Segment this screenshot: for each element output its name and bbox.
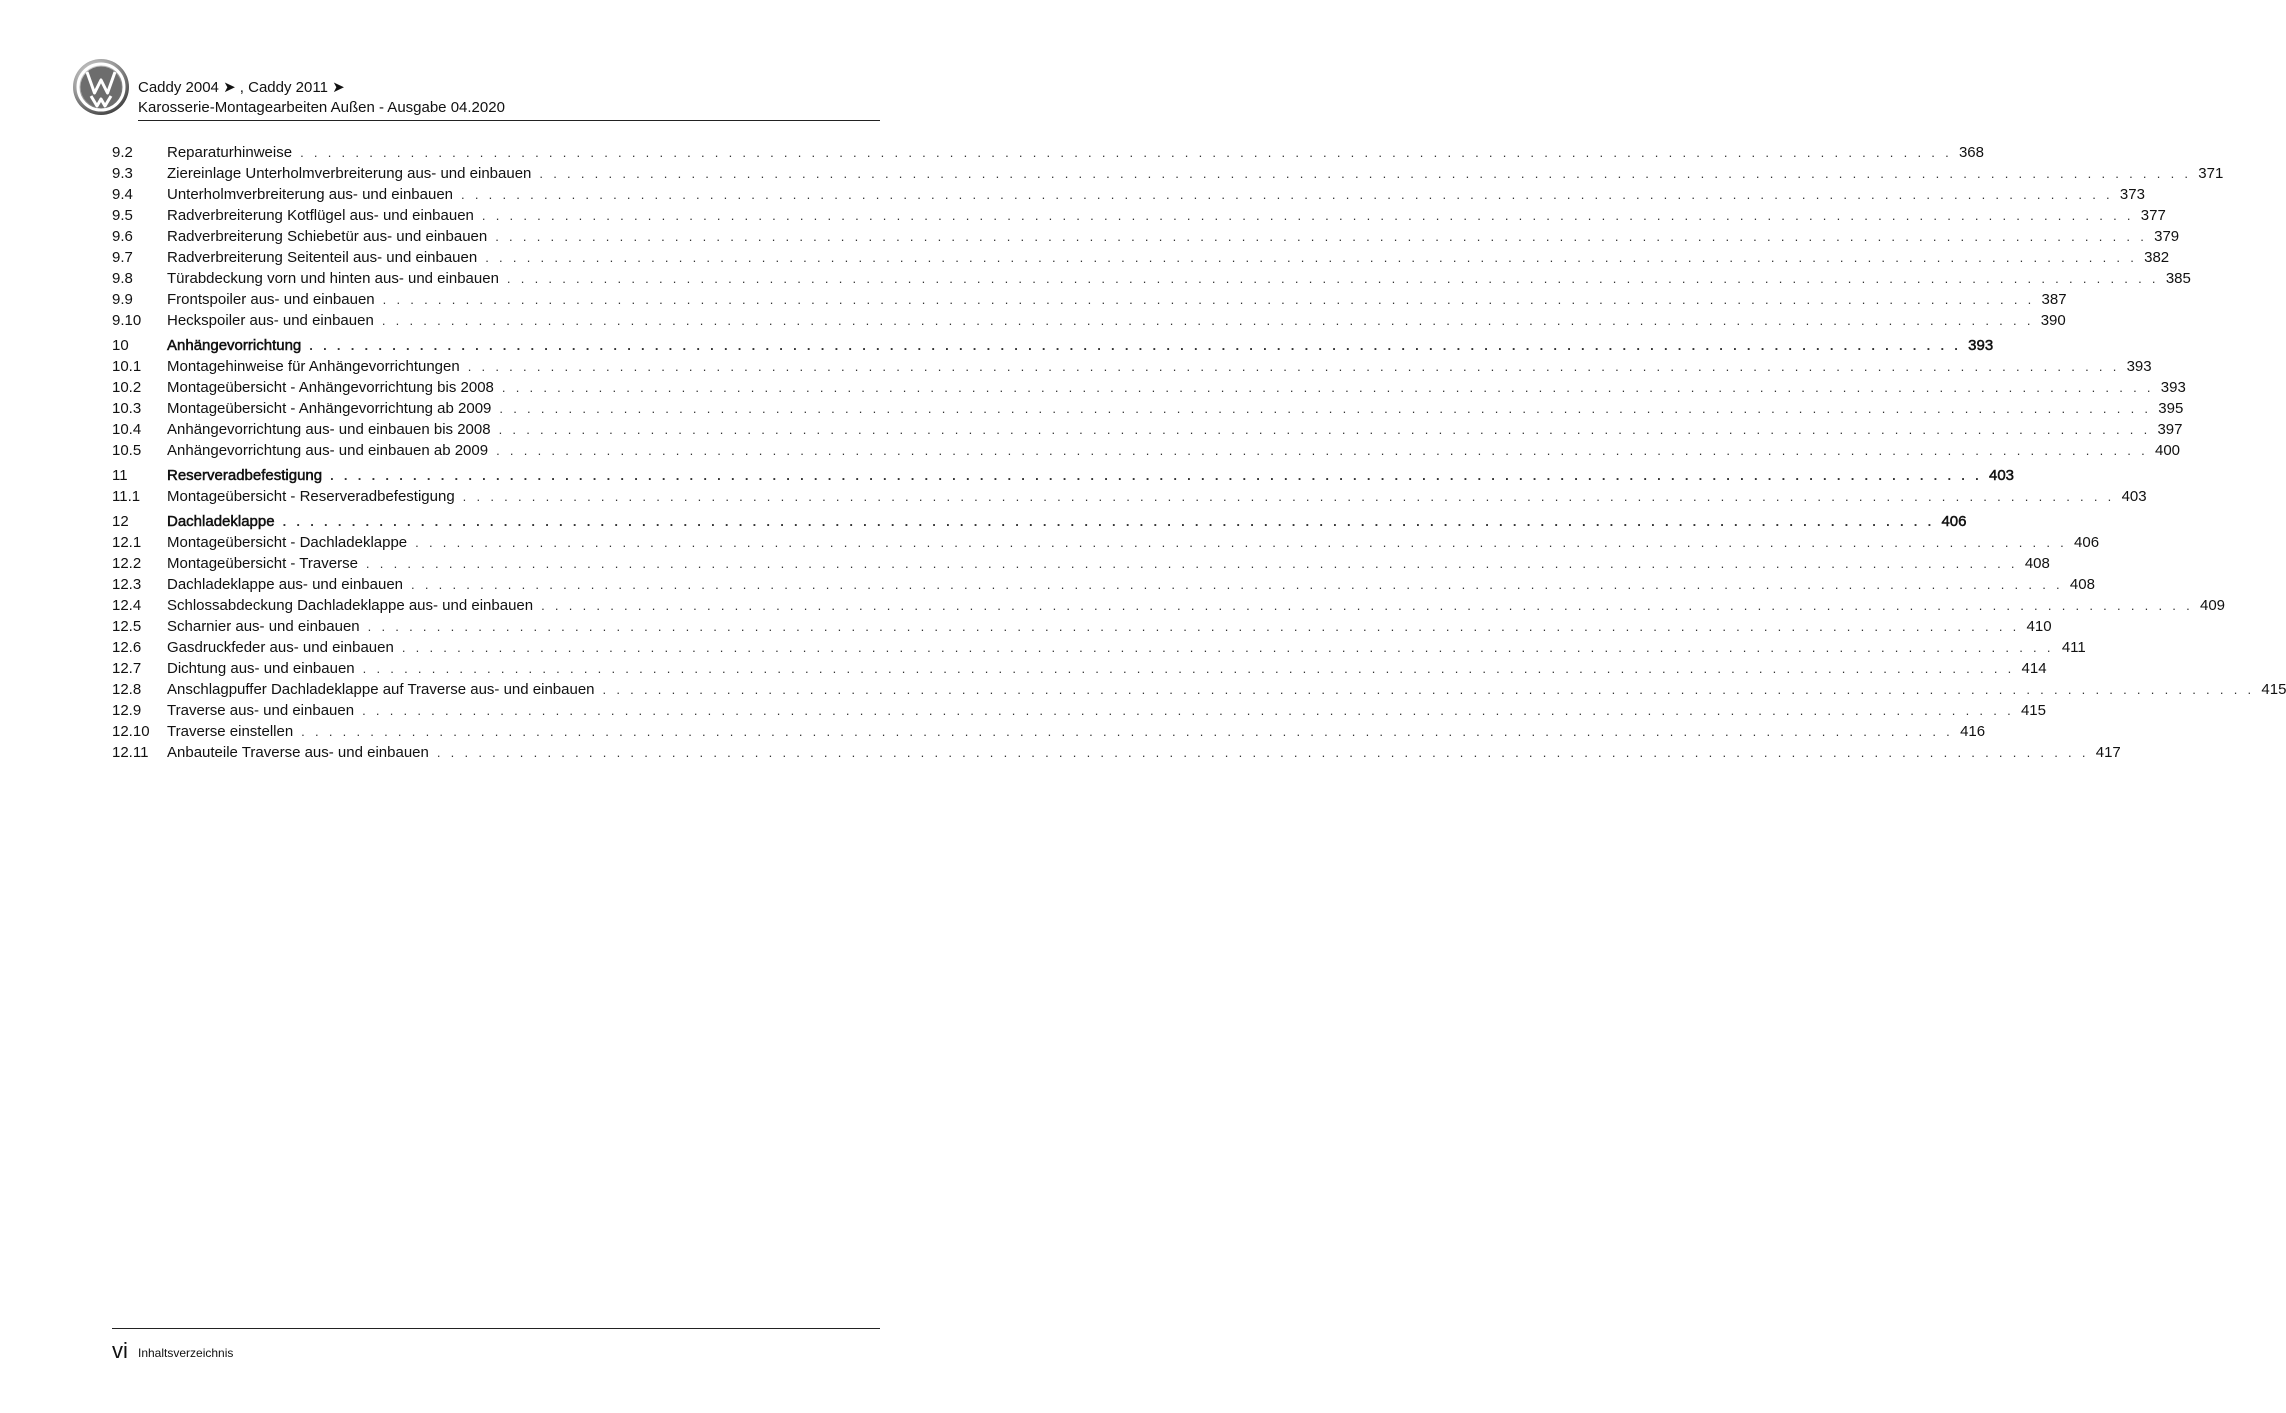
- toc-entry-title: Ziereinlage Unterholmverbreiterung aus- und einbauen: [167, 165, 532, 182]
- toc-dot-leader: . . . . . . . . . . . . . . . . . . . . . . . . . . . . . . . . . . . . . . . . . . . . . . . . . . . . . . . . . . . . . . . . . . . . . . . . . . . . . . . . . . . . . . . . . . . . . . . . . . . . . . . . . . . . . . . . . . . . . . . .: [602, 682, 2255, 697]
- toc-entry-page: 397: [2157, 421, 2183, 438]
- toc-entry-number: 9.9: [112, 291, 133, 308]
- toc-entry-number: 10: [112, 337, 129, 354]
- toc-entry-number: 12.10: [112, 723, 150, 740]
- toc-entry[interactable]: [112, 742, 2121, 763]
- toc-entry-title: Schlossabdeckung Dachladeklappe aus- und einbauen: [167, 597, 534, 614]
- toc-entry-page: 385: [2165, 270, 2191, 287]
- footer-divider: [112, 1328, 880, 1329]
- toc-entry[interactable]: [112, 398, 2184, 419]
- toc-entry-page: 371: [2198, 165, 2224, 182]
- toc-dot-leader: . . . . . . . . . . . . . . . . . . . . . . . . . . . . . . . . . . . . . . . . . . . . . . . . . . . . . . . . . . . . . . . . . . . . . . . . . . . . . . . . . . . . . . . . . . . . . . . . . . . . . . . . . . . . . . . . . . . . . . . .: [300, 145, 1952, 160]
- toc-dot-leader: . . . . . . . . . . . . . . . . . . . . . . . . . . . . . . . . . . . . . . . . . . . . . . . . . . . . . . . . . . . . . . . . . . . . . . . . . . . . . . . . . . . . . . . . . . . . . . . . . . . . . . . . . . . . . . . . . . . . . . . .: [496, 443, 2149, 458]
- toc-entry-title: Radverbreiterung Kotflügel aus- und einbauen: [167, 207, 474, 224]
- toc-entry-title: Traverse aus- und einbauen: [167, 702, 355, 719]
- table-of-contents: [112, 142, 2286, 763]
- toc-entry[interactable]: [112, 553, 2050, 574]
- toc-entry-number: 12.5: [112, 618, 142, 635]
- toc-entry[interactable]: [112, 247, 2170, 268]
- toc-entry-number: 10.4: [112, 421, 142, 438]
- toc-entry-title: Dachladeklappe aus- und einbauen: [167, 576, 404, 593]
- toc-entry-page: 368: [1958, 144, 1984, 161]
- toc-entry-page: 415: [2020, 702, 2046, 719]
- toc-entry-number: 10.2: [112, 379, 142, 396]
- toc-entry-number: 12: [112, 513, 129, 530]
- toc-entry-number: 9.3: [112, 165, 133, 182]
- toc-entry-page: 406: [2074, 534, 2100, 551]
- toc-dot-leader: . . . . . . . . . . . . . . . . . . . . . . . . . . . . . . . . . . . . . . . . . . . . . . . . . . . . . . . . . . . . . . . . . . . . . . . . . . . . . . . . . . . . . . . . . . . . . . . . . . . . . . . . . . . . . . . . . . . . . . . .: [330, 468, 1983, 483]
- toc-entry-page: 395: [2158, 400, 2184, 417]
- toc-entry-number: 9.7: [112, 249, 133, 266]
- toc-entry-page: 411: [2061, 639, 2086, 656]
- toc-entry-number: 11: [112, 467, 128, 484]
- toc-entry-title: Montageübersicht - Reserveradbefestigung: [167, 488, 455, 505]
- toc-entry-title: Anbauteile Traverse aus- und einbauen: [167, 744, 429, 761]
- toc-dot-leader: . . . . . . . . . . . . . . . . . . . . . . . . . . . . . . . . . . . . . . . . . . . . . . . . . . . . . . . . . . . . . . . . . . . . . . . . . . . . . . . . . . . . . . . . . . . . . . . . . . . . . . . . . . . . . . . . . . . . . . . .: [415, 535, 2068, 550]
- toc-entry[interactable]: [112, 440, 2181, 461]
- toc-entry[interactable]: [112, 658, 2047, 679]
- toc-entry-number: 9.8: [112, 270, 133, 287]
- toc-entry-title: Montageübersicht - Traverse: [167, 555, 358, 572]
- toc-chapter-entry[interactable]: [112, 511, 1967, 532]
- toc-entry[interactable]: [112, 616, 2052, 637]
- toc-dot-leader: . . . . . . . . . . . . . . . . . . . . . . . . . . . . . . . . . . . . . . . . . . . . . . . . . . . . . . . . . . . . . . . . . . . . . . . . . . . . . . . . . . . . . . . . . . . . . . . . . . . . . . . . . . . . . . . . . . . . . . . .: [367, 619, 2020, 634]
- toc-entry-number: 12.3: [112, 576, 142, 593]
- toc-entry-title: Scharnier aus- und einbauen: [167, 618, 360, 635]
- toc-entry[interactable]: [112, 721, 1986, 742]
- toc-dot-leader: . . . . . . . . . . . . . . . . . . . . . . . . . . . . . . . . . . . . . . . . . . . . . . . . . . . . . . . . . . . . . . . . . . . . . . . . . . . . . . . . . . . . . . . . . . . . . . . . . . . . . . . . . . . . . . . . . . . . . . . .: [282, 514, 1935, 529]
- toc-entry-title: Montagehinweise für Anhängevorrichtungen: [167, 358, 460, 375]
- toc-entry-page: 410: [2026, 618, 2052, 635]
- toc-entry-number: 12.9: [112, 702, 142, 719]
- toc-entry-title: Anhängevorrichtung aus- und einbauen bis 2008: [167, 421, 491, 438]
- toc-entry-title: Dichtung aus- und einbauen: [167, 660, 355, 677]
- toc-entry-page: 408: [2069, 576, 2095, 593]
- toc-dot-leader: . . . . . . . . . . . . . . . . . . . . . . . . . . . . . . . . . . . . . . . . . . . . . . . . . . . . . . . . . . . . . . . . . . . . . . . . . . . . . . . . . . . . . . . . . . . . . . . . . . . . . . . . . . . . . . . . . . . . . . . .: [382, 292, 2035, 307]
- header-title-model: Caddy 2004 ➤ , Caddy 2011 ➤: [138, 79, 345, 96]
- header-divider: [138, 120, 880, 121]
- toc-dot-leader: . . . . . . . . . . . . . . . . . . . . . . . . . . . . . . . . . . . . . . . . . . . . . . . . . . . . . . . . . . . . . . . . . . . . . . . . . . . . . . . . . . . . . . . . . . . . . . . . . . . . . . . . . . . . . . . . . . . . . . . .: [411, 577, 2063, 592]
- toc-entry-page: 393: [2126, 358, 2152, 375]
- toc-entry[interactable]: [112, 419, 2183, 440]
- toc-entry[interactable]: [112, 289, 2067, 310]
- toc-entry-page: 390: [2040, 312, 2066, 329]
- toc-entry-title: Dachladeklappe: [167, 513, 275, 530]
- toc-dot-leader: . . . . . . . . . . . . . . . . . . . . . . . . . . . . . . . . . . . . . . . . . . . . . . . . . . . . . . . . . . . . . . . . . . . . . . . . . . . . . . . . . . . . . . . . . . . . . . . . . . . . . . . . . . . . . . . . . . . . . . . .: [506, 271, 2159, 286]
- toc-chapter-entry[interactable]: [112, 465, 2015, 486]
- toc-entry-number: 12.4: [112, 597, 142, 614]
- toc-dot-leader: . . . . . . . . . . . . . . . . . . . . . . . . . . . . . . . . . . . . . . . . . . . . . . . . . . . . . . . . . . . . . . . . . . . . . . . . . . . . . . . . . . . . . . . . . . . . . . . . . . . . . . . . . . . . . . . . . . . . . . . .: [498, 422, 2151, 437]
- toc-entry[interactable]: [112, 356, 2152, 377]
- toc-entry-number: 9.4: [112, 186, 133, 203]
- header-title-manual: Karosserie-Montagearbeiten Außen - Ausgabe 04.2020: [138, 99, 505, 116]
- toc-entry-title: Anschlagpuffer Dachladeklappe auf Traverse aus- und einbauen: [167, 681, 595, 698]
- toc-entry-title: Traverse einstellen: [167, 723, 294, 740]
- toc-dot-leader: . . . . . . . . . . . . . . . . . . . . . . . . . . . . . . . . . . . . . . . . . . . . . . . . . . . . . . . . . . . . . . . . . . . . . . . . . . . . . . . . . . . . . . . . . . . . . . . . . . . . . . . . . . . . . . . . . . . . . . . .: [381, 313, 2034, 328]
- toc-entry-title: Anhängevorrichtung: [167, 337, 302, 354]
- toc-dot-leader: . . . . . . . . . . . . . . . . . . . . . . . . . . . . . . . . . . . . . . . . . . . . . . . . . . . . . . . . . . . . . . . . . . . . . . . . . . . . . . . . . . . . . . . . . . . . . . . . . . . . . . . . . . . . . . . . . . . . . . . .: [309, 338, 1962, 353]
- toc-entry-page: 416: [1960, 723, 1986, 740]
- toc-entry[interactable]: [112, 532, 2100, 553]
- toc-entry-title: Montageübersicht - Anhängevorrichtung bis 2008: [167, 379, 494, 396]
- toc-entry-title: Radverbreiterung Seitenteil aus- und einbauen: [167, 249, 478, 266]
- toc-entry-page: 406: [1941, 513, 1967, 530]
- toc-entry-title: Montageübersicht - Anhängevorrichtung ab 2009: [167, 400, 492, 417]
- toc-entry-page: 403: [1989, 467, 2015, 484]
- toc-entry-number: 12.1: [112, 534, 142, 551]
- toc-entry-page: 393: [2160, 379, 2186, 396]
- toc-entry-number: 12.11: [112, 744, 149, 761]
- toc-entry-title: Montageübersicht - Dachladeklappe: [167, 534, 408, 551]
- toc-entry-number: 10.1: [112, 358, 142, 375]
- toc-entry-page: 403: [2121, 488, 2147, 505]
- toc-entry[interactable]: [112, 226, 2180, 247]
- toc-dot-leader: . . . . . . . . . . . . . . . . . . . . . . . . . . . . . . . . . . . . . . . . . . . . . . . . . . . . . . . . . . . . . . . . . . . . . . . . . . . . . . . . . . . . . . . . . . . . . . . . . . . . . . . . . . . . . . . . . . . . . . . .: [467, 359, 2120, 374]
- toc-entry-page: 387: [2041, 291, 2067, 308]
- toc-entry-page: 393: [1968, 337, 1994, 354]
- toc-entry-number: 12.8: [112, 681, 142, 698]
- toc-entry-title: Gasdruckfeder aus- und einbauen: [167, 639, 394, 656]
- toc-entry[interactable]: [112, 268, 2191, 289]
- toc-entry-title: Reserveradbefestigung: [167, 467, 323, 484]
- toc-entry-title: Anhängevorrichtung aus- und einbauen ab 2009: [167, 442, 489, 459]
- toc-entry-number: 12.6: [112, 639, 142, 656]
- toc-entry[interactable]: [112, 486, 2147, 507]
- toc-dot-leader: . . . . . . . . . . . . . . . . . . . . . . . . . . . . . . . . . . . . . . . . . . . . . . . . . . . . . . . . . . . . . . . . . . . . . . . . . . . . . . . . . . . . . . . . . . . . . . . . . . . . . . . . . . . . . . . . . . . . . . . .: [495, 229, 2148, 244]
- toc-entry-number: 10.5: [112, 442, 142, 459]
- toc-dot-leader: . . . . . . . . . . . . . . . . . . . . . . . . . . . . . . . . . . . . . . . . . . . . . . . . . . . . . . . . . . . . . . . . . . . . . . . . . . . . . . . . . . . . . . . . . . . . . . . . . . . . . . . . . . . . . . . . . . . . . . . .: [541, 598, 2194, 613]
- toc-entry-title: Radverbreiterung Schiebetür aus- und einbauen: [167, 228, 488, 245]
- toc-entry-page: 417: [2095, 744, 2121, 761]
- toc-entry-page: 408: [2024, 555, 2050, 572]
- toc-entry[interactable]: [112, 163, 2224, 184]
- toc-entry-page: 414: [2021, 660, 2047, 677]
- toc-entry[interactable]: [112, 574, 2095, 595]
- toc-dot-leader: . . . . . . . . . . . . . . . . . . . . . . . . . . . . . . . . . . . . . . . . . . . . . . . . . . . . . . . . . . . . . . . . . . . . . . . . . . . . . . . . . . . . . . . . . . . . . . . . . . . . . . . . . . . . . . . . . . . . . . . .: [436, 745, 2089, 760]
- toc-entry[interactable]: [112, 700, 2046, 721]
- toc-chapter-entry[interactable]: [112, 335, 1994, 356]
- toc-entry-page: 379: [2154, 228, 2180, 245]
- toc-dot-leader: . . . . . . . . . . . . . . . . . . . . . . . . . . . . . . . . . . . . . . . . . . . . . . . . . . . . . . . . . . . . . . . . . . . . . . . . . . . . . . . . . . . . . . . . . . . . . . . . . . . . . . . . . . . . . . . . . . . . . . . .: [539, 166, 2192, 181]
- toc-dot-leader: . . . . . . . . . . . . . . . . . . . . . . . . . . . . . . . . . . . . . . . . . . . . . . . . . . . . . . . . . . . . . . . . . . . . . . . . . . . . . . . . . . . . . . . . . . . . . . . . . . . . . . . . . . . . . . . . . . . . . . . .: [365, 556, 2018, 571]
- toc-entry-page: 409: [2200, 597, 2226, 614]
- toc-entry-page: 400: [2154, 442, 2181, 459]
- toc-entry-title: Unterholmverbreiterung aus- und einbauen: [167, 186, 454, 203]
- toc-entry[interactable]: [112, 142, 1984, 163]
- toc-entry-title: Reparaturhinweise: [167, 144, 293, 161]
- toc-dot-leader: . . . . . . . . . . . . . . . . . . . . . . . . . . . . . . . . . . . . . . . . . . . . . . . . . . . . . . . . . . . . . . . . . . . . . . . . . . . . . . . . . . . . . . . . . . . . . . . . . . . . . . . . . . . . . . . . . . . . . . . .: [485, 250, 2138, 265]
- toc-entry-title: Türabdeckung vorn und hinten aus- und einbauen: [167, 270, 499, 287]
- toc-entry-title: Frontspoiler aus- und einbauen: [167, 291, 375, 308]
- toc-dot-leader: . . . . . . . . . . . . . . . . . . . . . . . . . . . . . . . . . . . . . . . . . . . . . . . . . . . . . . . . . . . . . . . . . . . . . . . . . . . . . . . . . . . . . . . . . . . . . . . . . . . . . . . . . . . . . . . . . . . . . . . .: [362, 661, 2015, 676]
- toc-entry[interactable]: [112, 310, 2066, 331]
- toc-dot-leader: . . . . . . . . . . . . . . . . . . . . . . . . . . . . . . . . . . . . . . . . . . . . . . . . . . . . . . . . . . . . . . . . . . . . . . . . . . . . . . . . . . . . . . . . . . . . . . . . . . . . . . . . . . . . . . . . . . . . . . . .: [499, 401, 2152, 416]
- toc-entry-number: 9.2: [112, 144, 133, 161]
- toc-entry[interactable]: [112, 377, 2186, 398]
- toc-entry-number: 12.2: [112, 555, 142, 572]
- toc-dot-leader: . . . . . . . . . . . . . . . . . . . . . . . . . . . . . . . . . . . . . . . . . . . . . . . . . . . . . . . . . . . . . . . . . . . . . . . . . . . . . . . . . . . . . . . . . . . . . . . . . . . . . . . . . . . . . . . . . . . . . . . .: [462, 489, 2115, 504]
- toc-dot-leader: . . . . . . . . . . . . . . . . . . . . . . . . . . . . . . . . . . . . . . . . . . . . . . . . . . . . . . . . . . . . . . . . . . . . . . . . . . . . . . . . . . . . . . . . . . . . . . . . . . . . . . . . . . . . . . . . . . . . . . . .: [481, 208, 2134, 223]
- toc-entry-number: 11.1: [112, 488, 141, 505]
- toc-dot-leader: . . . . . . . . . . . . . . . . . . . . . . . . . . . . . . . . . . . . . . . . . . . . . . . . . . . . . . . . . . . . . . . . . . . . . . . . . . . . . . . . . . . . . . . . . . . . . . . . . . . . . . . . . . . . . . . . . . . . . . . .: [301, 724, 1954, 739]
- toc-dot-leader: . . . . . . . . . . . . . . . . . . . . . . . . . . . . . . . . . . . . . . . . . . . . . . . . . . . . . . . . . . . . . . . . . . . . . . . . . . . . . . . . . . . . . . . . . . . . . . . . . . . . . . . . . . . . . . . . . . . . . . . .: [461, 187, 2113, 202]
- toc-entry[interactable]: [112, 679, 2286, 700]
- toc-entry-page: 377: [2140, 207, 2166, 224]
- toc-entry-number: 10.3: [112, 400, 142, 417]
- vw-logo-icon: [72, 58, 130, 116]
- toc-entry[interactable]: [112, 205, 2166, 226]
- toc-entry-number: 9.5: [112, 207, 133, 224]
- toc-entry-number: 9.10: [112, 312, 142, 329]
- toc-entry[interactable]: [112, 637, 2086, 658]
- toc-entry-number: 12.7: [112, 660, 142, 677]
- toc-entry-page: 373: [2119, 186, 2145, 203]
- toc-entry-number: 9.6: [112, 228, 133, 245]
- toc-entry-title: Heckspoiler aus- und einbauen: [167, 312, 374, 329]
- toc-dot-leader: . . . . . . . . . . . . . . . . . . . . . . . . . . . . . . . . . . . . . . . . . . . . . . . . . . . . . . . . . . . . . . . . . . . . . . . . . . . . . . . . . . . . . . . . . . . . . . . . . . . . . . . . . . . . . . . . . . . . . . . .: [362, 703, 2014, 718]
- toc-entry-page: 415: [2261, 681, 2286, 698]
- toc-entry[interactable]: [112, 184, 2145, 205]
- toc-dot-leader: . . . . . . . . . . . . . . . . . . . . . . . . . . . . . . . . . . . . . . . . . . . . . . . . . . . . . . . . . . . . . . . . . . . . . . . . . . . . . . . . . . . . . . . . . . . . . . . . . . . . . . . . . . . . . . . . . . . . . . . .: [401, 640, 2054, 655]
- footer-page-number: vi: [112, 1338, 128, 1363]
- footer-section-label: Inhaltsverzeichnis: [138, 1346, 234, 1360]
- document-header: [72, 58, 880, 122]
- toc-entry[interactable]: [112, 595, 2226, 616]
- toc-entry-page: 382: [2144, 249, 2170, 266]
- toc-dot-leader: . . . . . . . . . . . . . . . . . . . . . . . . . . . . . . . . . . . . . . . . . . . . . . . . . . . . . . . . . . . . . . . . . . . . . . . . . . . . . . . . . . . . . . . . . . . . . . . . . . . . . . . . . . . . . . . . . . . . . . . .: [501, 380, 2154, 395]
